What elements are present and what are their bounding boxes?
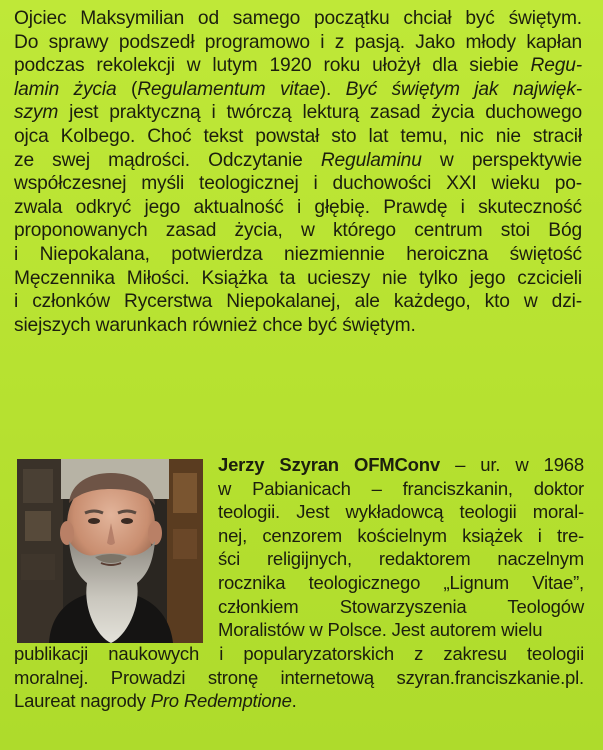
text-line	[14, 78, 582, 102]
text-run: Męczennika Miłości. Książka ta ucieszy nie tylko jego czcicieli	[14, 267, 582, 289]
text-run: podczas rekolekcji w lutym 1920 roku ułożył dla siebie	[14, 55, 531, 77]
text-run: w Pabianicach – franciszkanin, doktor	[218, 477, 584, 499]
text-line	[218, 595, 584, 619]
text-line	[14, 290, 582, 314]
text-run: ści religijnych, redaktorem naczelnym	[218, 548, 584, 570]
text-line	[14, 196, 582, 220]
text-run: ze swej mądrości. Odczytanie	[14, 149, 321, 171]
text-run: publikacji naukowych i popularyzatorskich z zakresu teologii	[14, 643, 584, 664]
text-run: Do sprawy podszedł programowo i z pasją. Jako młody kapłan	[14, 31, 582, 53]
text-line	[14, 642, 584, 666]
text-line	[14, 172, 582, 196]
text-line	[14, 219, 582, 243]
text-line	[14, 666, 584, 690]
italic-title: Być świętym jak najwięk-	[345, 78, 582, 100]
text-run: zwala odkryć jego aktualność i głębię. Prawdę i skuteczność	[14, 196, 582, 218]
text-run: Ojciec Maksymilian od samego początku chciał być świętym.	[14, 8, 582, 29]
text-run: – ur. w 1968	[439, 454, 584, 475]
italic-title: Regulamentum vitae	[137, 78, 320, 100]
text-run: Laureat nagrody	[14, 690, 151, 712]
italic-title: Pro Redemptione	[150, 690, 292, 712]
text-run: jest praktyczną i twórczą lekturą zasad życia duchowego	[58, 102, 582, 124]
book-description	[14, 7, 582, 337]
text-run: w perspektywie	[421, 149, 583, 171]
text-run: członkiem Stowarzyszenia Teologów	[218, 595, 584, 617]
text-run: (	[116, 78, 138, 100]
text-run: rocznika teologicznego „Lignum Vitae”,	[218, 571, 584, 593]
text-line	[218, 524, 584, 548]
text-line	[14, 314, 582, 338]
text-line	[218, 571, 584, 595]
text-line	[14, 149, 582, 173]
text-run: współczesnej myśli teologicznej i duchowości XXI wieku po-	[14, 173, 582, 195]
author-name: Jerzy Szyran OFMConv	[218, 454, 440, 475]
text-run: i Niepokalana, potwierdza niezmiennie heroiczna świętość	[14, 243, 582, 265]
author-bio-continued	[14, 642, 584, 713]
author-bio	[218, 453, 584, 642]
text-run: ).	[319, 78, 346, 100]
italic-title: Regulaminu	[320, 149, 422, 171]
text-run: ojca Kolbego. Choć tekst powstał sto lat temu, nic nie stracił	[14, 125, 582, 147]
text-line	[218, 618, 584, 642]
text-line	[218, 477, 584, 501]
text-run: moralnej. Prowadzi stronę internetową szyran.franciszkanie.pl.	[14, 666, 584, 688]
italic-title: lamin życia	[14, 78, 117, 100]
text-line	[14, 267, 582, 291]
text-line	[14, 243, 582, 267]
text-line	[14, 31, 582, 55]
text-line	[218, 500, 584, 524]
text-line	[14, 689, 584, 713]
author-photo	[17, 459, 203, 643]
text-line	[218, 547, 584, 571]
text-line	[14, 54, 582, 78]
author-portrait-image	[17, 459, 203, 643]
text-line	[218, 453, 584, 477]
text-run: i członków Rycerstwa Niepokalanej, ale każdego, kto w dzi-	[14, 291, 582, 313]
text-run: teologii. Jest wykładowcą teologii moral-	[218, 501, 584, 523]
text-line	[14, 125, 582, 149]
text-line	[14, 7, 582, 31]
text-line	[14, 101, 582, 125]
text-run: nej, cenzorem kościelnym książek i tre-	[218, 524, 584, 546]
text-run: proponowanych zasad życia, w którego centrum stoi Bóg	[14, 220, 582, 242]
italic-title: Regu-	[530, 55, 582, 77]
text-run: Moralistów w Polsce. Jest autorem wielu	[218, 619, 543, 641]
text-run: .	[291, 690, 297, 712]
italic-title: szym	[14, 102, 59, 124]
text-run: siejszych warunkach również chce być świętym.	[14, 314, 416, 336]
